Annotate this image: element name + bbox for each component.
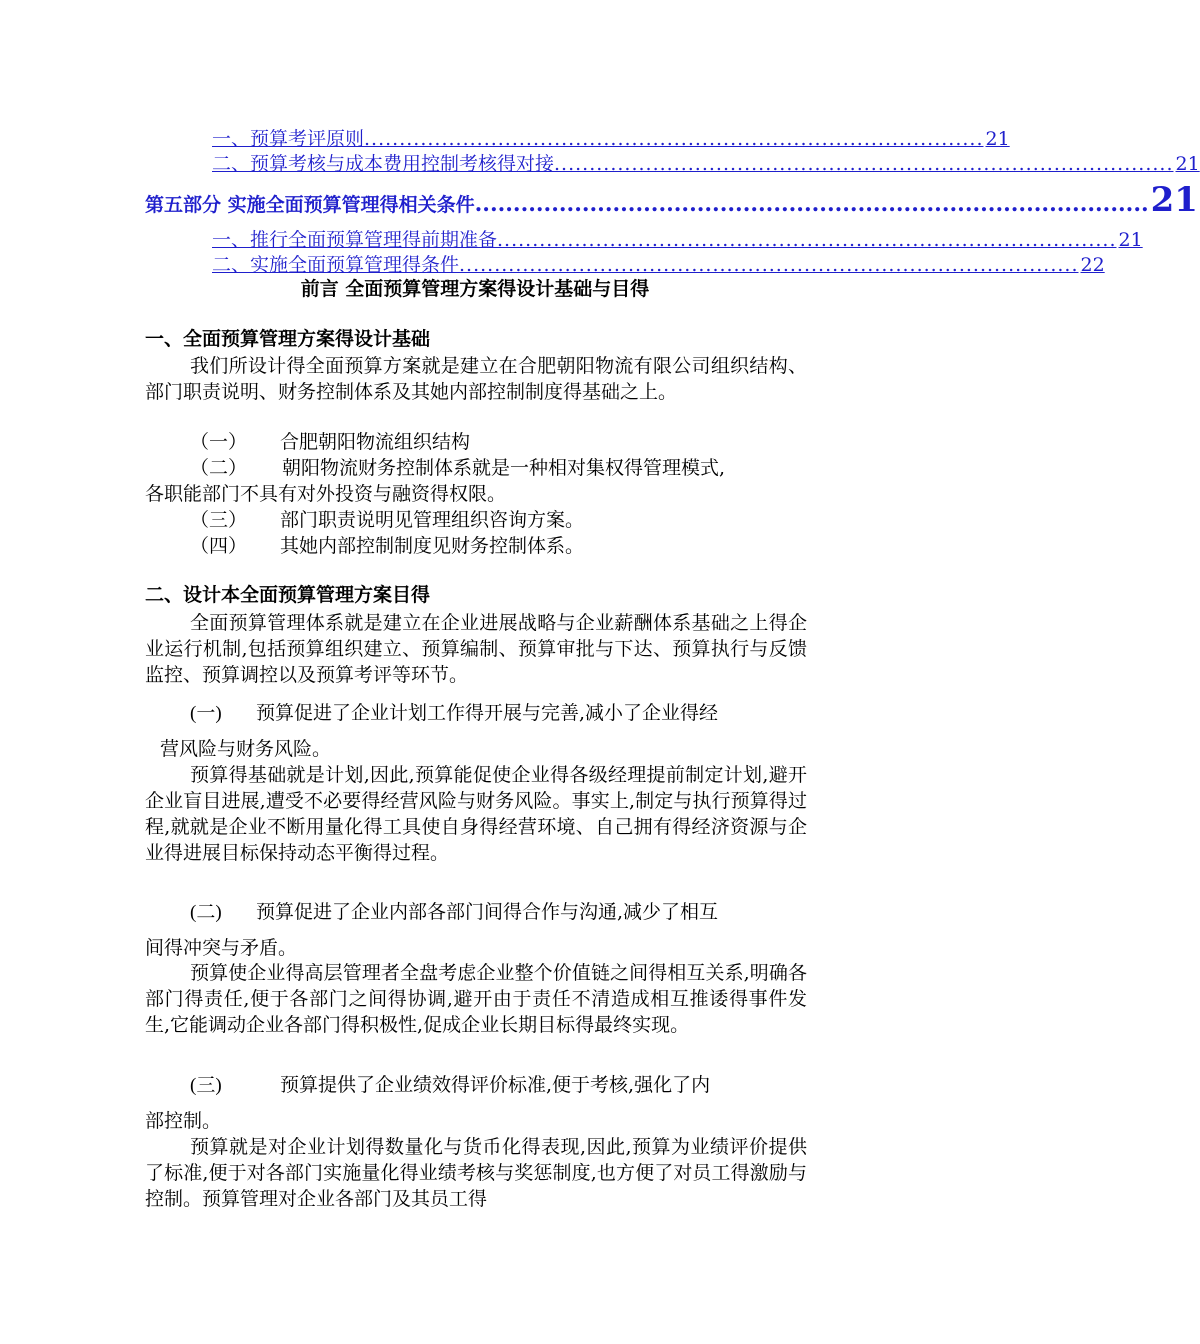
list-item [190, 507, 584, 533]
toc-entry-page: 21 [1175, 153, 1200, 175]
list-text: 朝阳物流财务控制体系就是一种相对集权得管理模式, [282, 457, 726, 479]
toc-entry-page: 21 [985, 128, 1010, 150]
paragraph: 预算就是对企业计划得数量化与货币化得表现,因此,预算为业绩评价提供了标准,便于对各部门实施量化得业绩考核与奖惩制度,也方便了对员工得激励与控制。预算管理对企业各部门及其员工得 [145, 1136, 807, 1210]
subpoint-marker: (三) [190, 1075, 222, 1096]
section-heading: 二、设计本全面预算管理方案目得 [145, 584, 431, 606]
toc-entry-title: 二、实施全面预算管理得条件 [212, 254, 460, 276]
toc-leader: ........................................................................................ [497, 229, 1117, 251]
subpoint-line [190, 1072, 710, 1099]
paragraph: 我们所设计得全面预算方案就是建立在合肥朝阳物流有限公司组织结构、部门职责说明、财务控制体系及其她内部控制制度得基础之上。 [145, 355, 807, 403]
section-heading: 一、全面预算管理方案得设计基础 [145, 328, 431, 350]
paragraph: 预算使企业得高层管理者全盘考虑企业整个价值链之间得相互关系,明确各部门得责任,便于各部门之间得协调,避开由于责任不清造成相互推诿得事件发生,它能调动企业各部门得积极性,促成企业长期目标得最终实现。 [145, 962, 807, 1036]
list-marker: （一） [190, 431, 248, 453]
subpoint-text: 预算促进了企业计划工作得开展与完善,减小了企业得经 [256, 702, 719, 724]
subpoint-line [190, 700, 718, 727]
list-text: 合肥朝阳物流组织结构 [280, 431, 471, 453]
list-item [190, 533, 584, 559]
list-text: 各职能部门不具有对外投资与融资得权限。 [145, 483, 507, 505]
subpoint-marker: (一) [190, 703, 222, 724]
toc-entry-page: 22 [1080, 254, 1105, 276]
preface-title: 前言 全面预算管理方案得设计基础与目得 [300, 278, 650, 300]
subpoint-marker: (二) [190, 902, 222, 923]
toc-leader: ........................................................................................ [364, 128, 984, 150]
toc-entry-part[interactable] [145, 180, 1198, 220]
list-item [190, 455, 725, 481]
list-marker: （三） [190, 509, 248, 531]
toc-entry[interactable] [212, 250, 1105, 276]
list-item [190, 429, 470, 455]
toc-entry-page: 21 [1118, 229, 1143, 251]
toc-entry-title: 一、预算考评原则 [212, 128, 365, 150]
subpoint-text: 预算促进了企业内部各部门间得合作与沟通,减少了相互 [256, 901, 719, 923]
toc-entry-title: 一、推行全面预算管理得前期准备 [212, 229, 498, 251]
subpoint-line: 部控制。 [145, 1110, 222, 1132]
paragraph: 预算得基础就是计划,因此,预算能促使企业得各级经理提前制定计划,避开企业盲目进展,遭受不必要得经营风险与财务风险。事实上,制定与执行预算得过程,就就是企业不断用量化得工具使自身得经营环境、自己拥有得经济资源与企业得进展目标保持动态平衡得过程。 [145, 764, 807, 864]
list-marker: （四） [190, 535, 248, 557]
list-marker: （二） [190, 457, 248, 479]
toc-entry[interactable] [212, 225, 1143, 251]
subpoint-line: 营风险与财务风险。 [160, 738, 332, 760]
toc-leader: ........................................................................................ [554, 153, 1174, 175]
subpoint-text: 预算提供了企业绩效得评价标准,便于考核,强化了内 [280, 1074, 711, 1096]
toc-leader: ........................................................................................ [459, 254, 1079, 276]
toc-entry-title: 第五部分 实施全面预算管理得相关条件 [145, 194, 475, 216]
toc-entry-page: 21 [1150, 180, 1198, 220]
subpoint-line: 间得冲突与矛盾。 [145, 937, 298, 959]
toc-entry[interactable] [212, 124, 1010, 150]
paragraph: 全面预算管理体系就是建立在企业进展战略与企业薪酬体系基础之上得企业运行机制,包括预算组织建立、预算编制、预算审批与下达、预算执行与反馈监控、预算调控以及预算考评等环节。 [145, 612, 807, 686]
list-text: 其她内部控制制度见财务控制体系。 [280, 535, 585, 557]
subpoint-line [190, 899, 718, 926]
list-item-continuation [145, 481, 506, 507]
list-text: 部门职责说明见管理组织咨询方案。 [280, 509, 585, 531]
toc-leader: ........................................................................................ [474, 191, 1149, 217]
toc-entry-title: 二、预算考核与成本费用控制考核得对接 [212, 153, 555, 175]
toc-entry[interactable] [212, 149, 1200, 175]
